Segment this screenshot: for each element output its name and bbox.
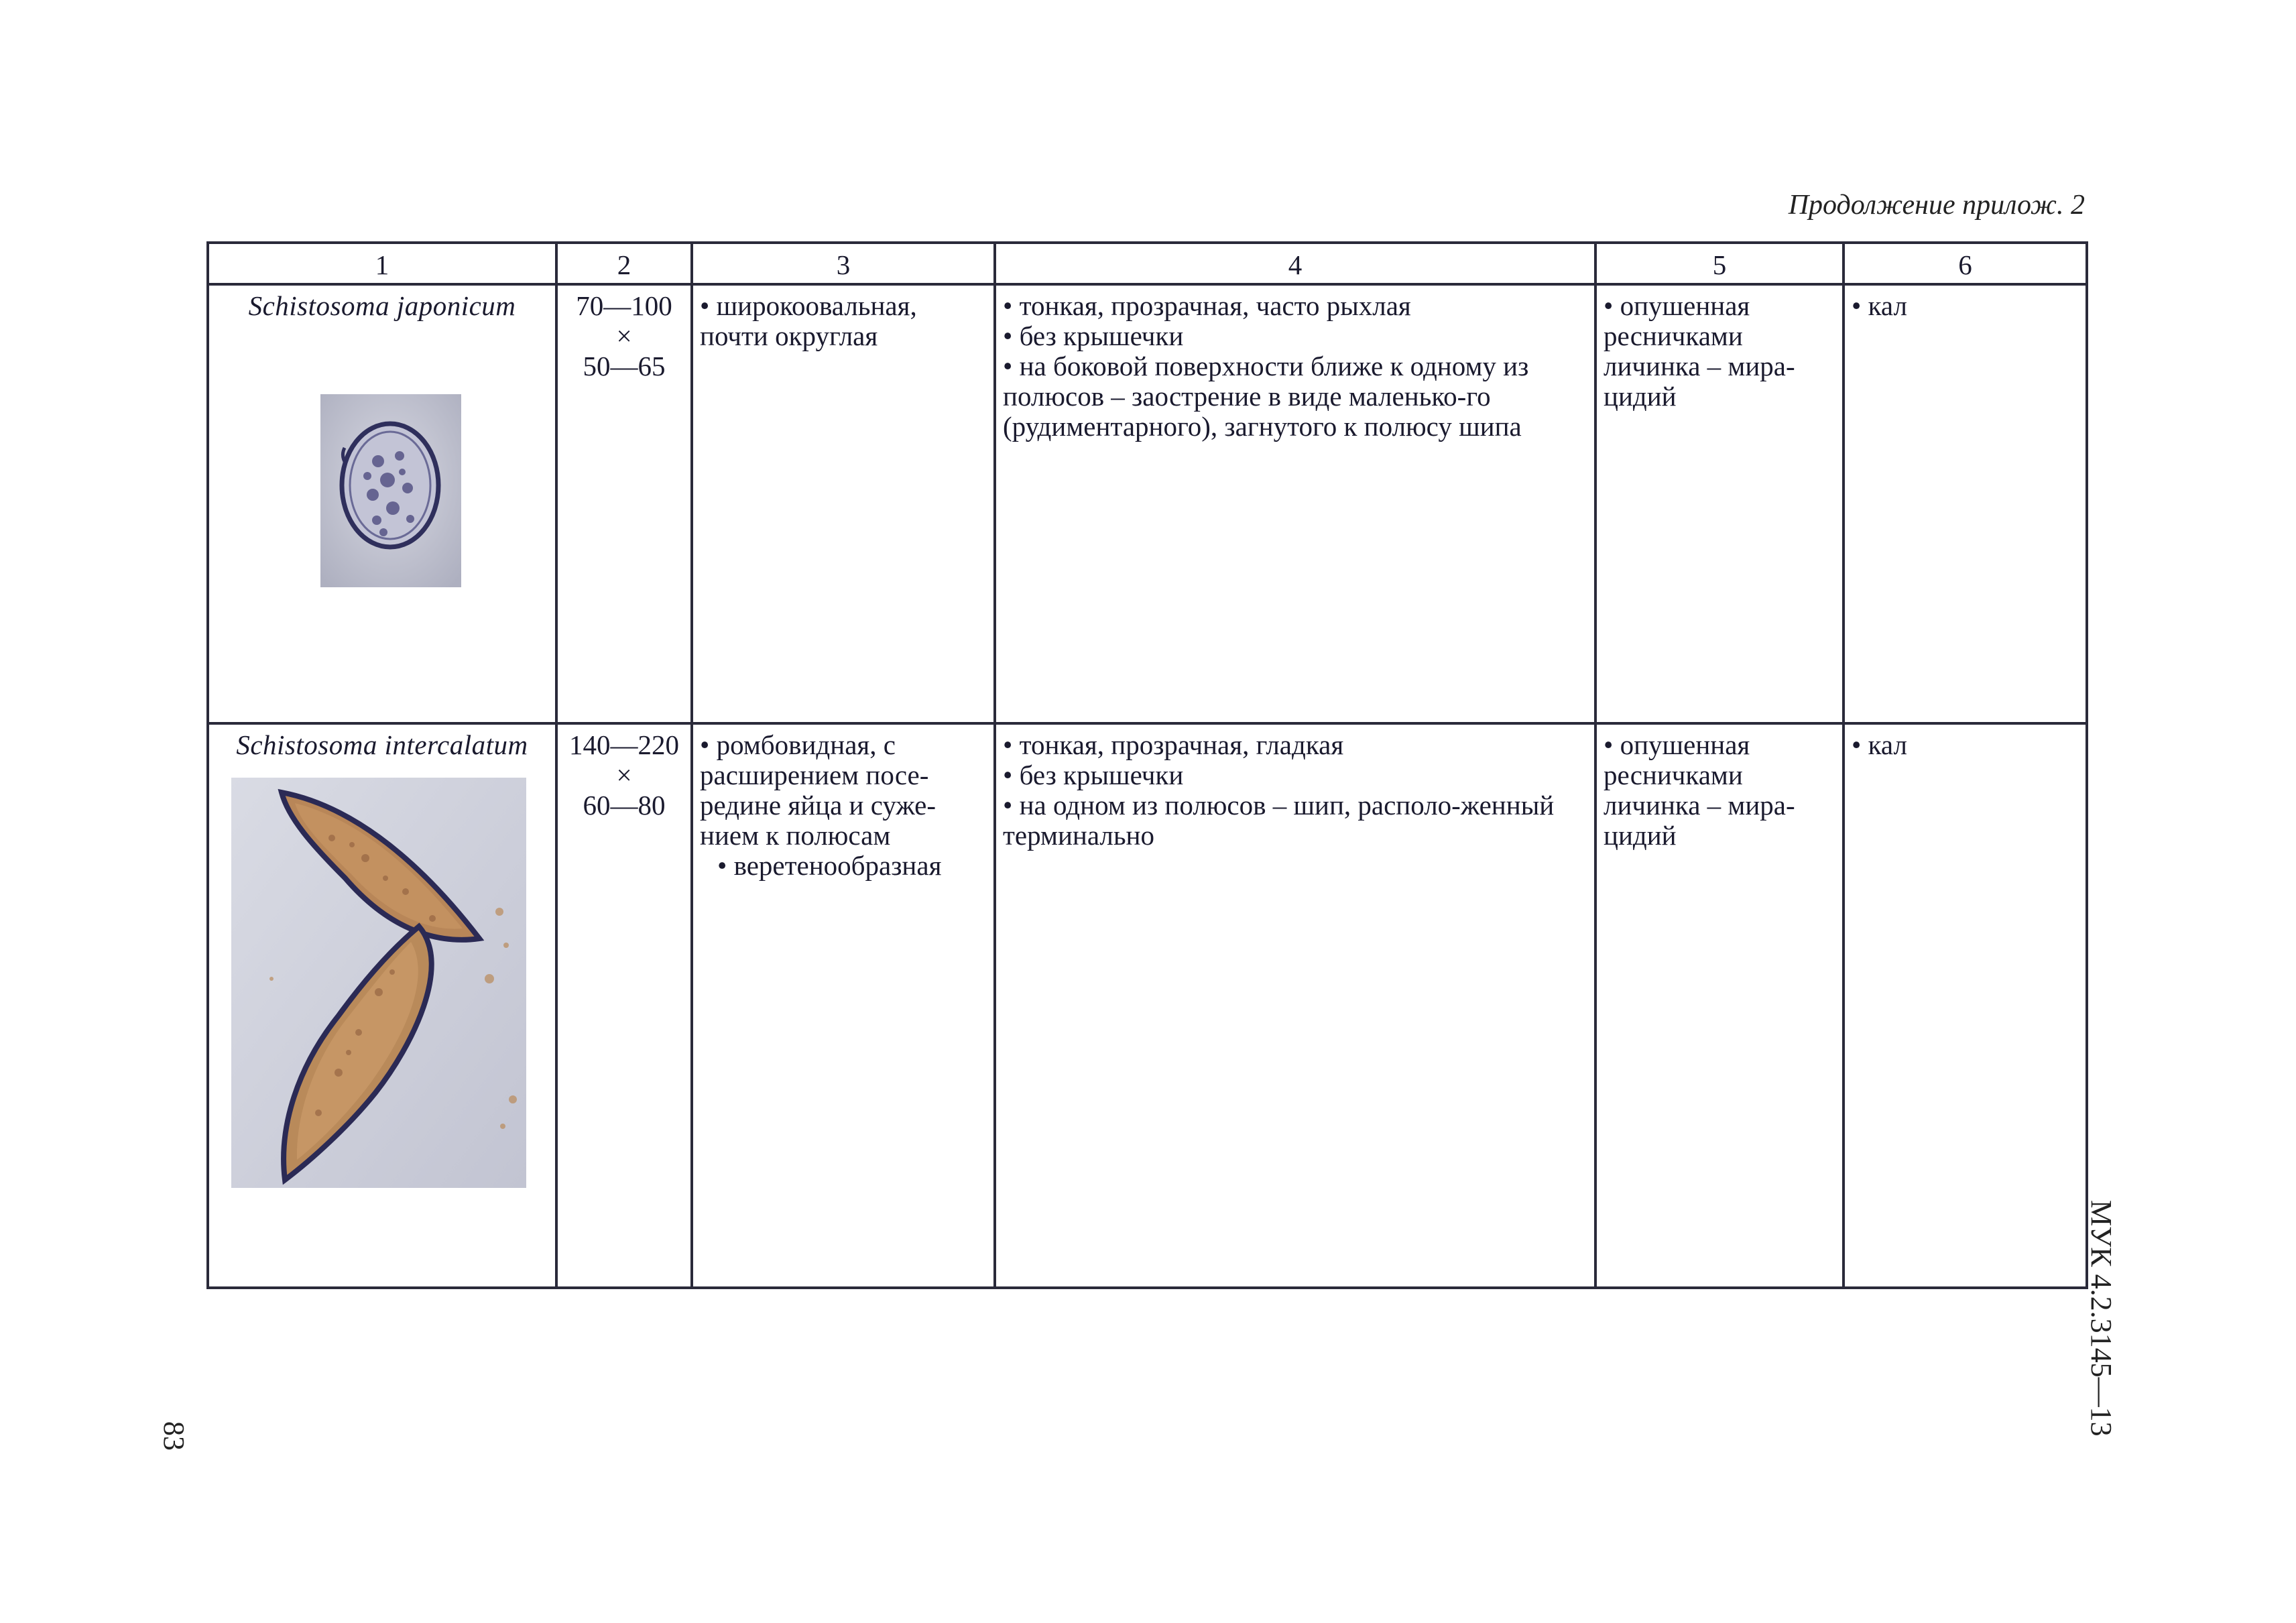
shell-item: • без крышечки: [1003, 320, 1184, 351]
content-item: • опушенная ресничками личинка – мира-цидий: [1604, 290, 1795, 412]
shell-item: • тонкая, прозрачная, часто рыхлая: [1003, 290, 1411, 321]
species-name: Schistosoma intercalatum: [236, 729, 528, 760]
shell-item: • на одном из полюсов – шип, располо-женный терминально: [1003, 790, 1555, 851]
size-cell: [556, 723, 692, 1288]
table-row: [208, 284, 2087, 723]
header-col-5: 5: [1595, 243, 1844, 284]
size-cell: [556, 284, 692, 723]
size-times: ×: [616, 320, 632, 351]
material-item: • кал: [1852, 290, 1907, 321]
document-code: МУК 4.2.3145—13: [2085, 1200, 2118, 1437]
running-head: Продолжение прилож. 2: [1788, 190, 2085, 221]
shape-cell: [692, 284, 995, 723]
size-times: ×: [616, 760, 632, 790]
header-col-2: 2: [556, 243, 692, 284]
content-cell: [1595, 723, 1844, 1288]
shell-cell: [995, 723, 1595, 1288]
header-col-6: 6: [1844, 243, 2087, 284]
content-cell: [1595, 284, 1844, 723]
shell-item: • на боковой поверхности ближе к одному из полюсов – заострение в виде маленько-го (рудиментарного), загнутого к полюсу шипа: [1003, 351, 1529, 442]
material-cell: [1844, 284, 2087, 723]
size-length: 70—100: [576, 290, 672, 321]
table-header-row: [208, 243, 2087, 284]
header-col-4: 4: [995, 243, 1595, 284]
header-col-1: 1: [208, 243, 556, 284]
intercalatum-eggs-micrograph: [231, 778, 526, 1188]
material-item: • кал: [1852, 729, 1907, 760]
shell-item: • тонкая, прозрачная, гладкая: [1003, 729, 1344, 760]
size-length: 140—220: [569, 729, 679, 760]
shell-cell: [995, 284, 1595, 723]
page-number: 83: [158, 1421, 190, 1451]
shape-list: [700, 286, 987, 351]
shape-item: • ромбовидная, с расширением посе-редине яйца и суже-нием к полюсам: [700, 729, 936, 851]
japonicum-egg-micrograph: [320, 394, 461, 587]
header-col-3: 3: [692, 243, 995, 284]
shape-item: • веретенообразная: [717, 850, 942, 881]
shape-cell: [692, 723, 995, 1288]
shape-item: • широкоовальная, почти округлая: [700, 290, 917, 351]
species-name: Schistosoma japonicum: [248, 290, 516, 321]
size-width: 60—80: [583, 790, 666, 821]
material-cell: [1844, 723, 2087, 1288]
content-item: • опушенная ресничками личинка – мира-цидий: [1604, 729, 1795, 851]
size-width: 50—65: [583, 351, 666, 381]
shell-item: • без крышечки: [1003, 760, 1184, 790]
